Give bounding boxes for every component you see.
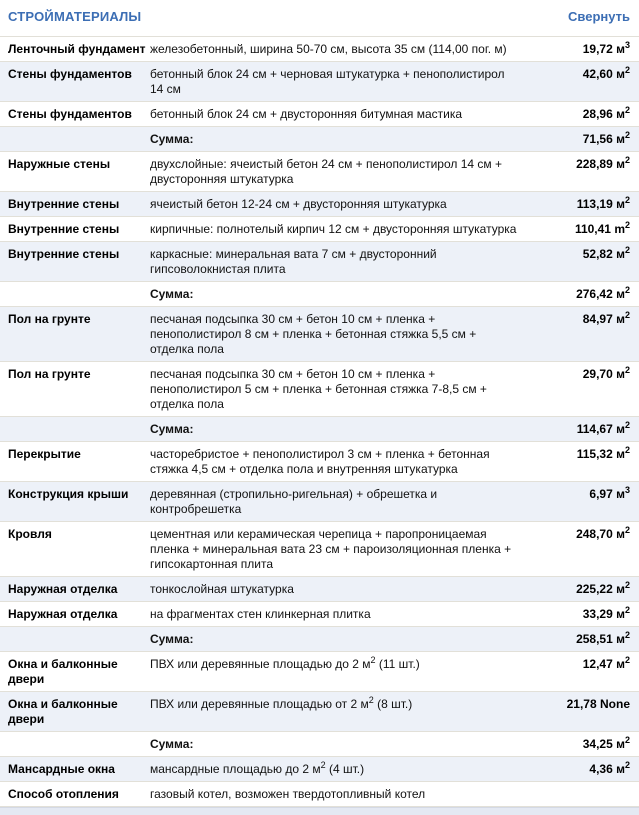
row-description: бетонный блок 24 см + двусторонняя битумная мастика: [150, 102, 534, 127]
table-row: [0, 417, 639, 442]
collapse-link[interactable]: Свернуть: [568, 9, 630, 24]
table-row: [0, 522, 639, 577]
row-value: 34,25 $м^2$: [534, 732, 639, 757]
row-value: 12,47 $м^2$: [534, 652, 639, 692]
table-row: [0, 577, 639, 602]
row-label: Наружные стены: [0, 152, 150, 192]
table-row: [0, 652, 639, 692]
row-label: Перекрытие: [0, 442, 150, 482]
row-description: Сумма:: [150, 732, 534, 757]
row-description: Сумма:: [150, 417, 534, 442]
row-description: ПВХ или деревянные площадью от 2 $м^2$ (8 шт.): [150, 692, 534, 732]
materials-table: [0, 36, 639, 807]
row-label: Внутренние стены: [0, 242, 150, 282]
table-row: [0, 442, 639, 482]
row-value: 276,42 $м^2$: [534, 282, 639, 307]
table-row: [0, 307, 639, 362]
row-value: 258,51 $м^2$: [534, 627, 639, 652]
materials-table-body: [0, 37, 639, 807]
table-row: [0, 127, 639, 152]
next-section-edge: [0, 807, 639, 815]
row-value: 225,22 $м^2$: [534, 577, 639, 602]
row-description: на фрагментах стен клинкерная плитка: [150, 602, 534, 627]
table-row: [0, 152, 639, 192]
table-row: [0, 482, 639, 522]
row-description: песчаная подсыпка 30 см + бетон 10 см + пленка + пенополистирол 8 см + пленка + бетонная стяжка 5,5 см + отделка пола: [150, 307, 534, 362]
table-row: [0, 692, 639, 732]
page-title: СТРОЙМАТЕРИАЛЫ: [8, 9, 142, 24]
row-description: цементная или керамическая черепица + паропроницаемая пленка + минеральная вата 23 см + пароизоляционная пленка + гипсокартонная плита: [150, 522, 534, 577]
row-label: Внутренние стены: [0, 192, 150, 217]
row-description: кирпичные: полнотелый кирпич 12 см + двусторонняя штукатурка: [150, 217, 534, 242]
row-label: Ленточный фундамент: [0, 37, 150, 62]
row-label: Пол на грунте: [0, 362, 150, 417]
row-value: 71,56 $м^2$: [534, 127, 639, 152]
row-label: Мансардные окна: [0, 757, 150, 782]
row-description: Сумма:: [150, 127, 534, 152]
table-row: [0, 102, 639, 127]
row-value: 52,82 $м^2$: [534, 242, 639, 282]
table-row: [0, 37, 639, 62]
row-label: Кровля: [0, 522, 150, 577]
table-row: [0, 242, 639, 282]
row-description: деревянная (стропильно-ригельная) + обрешетка и контробрешетка: [150, 482, 534, 522]
table-row: [0, 282, 639, 307]
row-value: [534, 782, 639, 807]
row-label: Окна и балконные двери: [0, 652, 150, 692]
table-row: [0, 62, 639, 102]
table-row: [0, 757, 639, 782]
row-label: Стены фундаментов: [0, 62, 150, 102]
row-value: 248,70 $м^2$: [534, 522, 639, 577]
row-label: Пол на грунте: [0, 307, 150, 362]
row-value: 84,97 $м^2$: [534, 307, 639, 362]
row-value: 6,97 $м^3$: [534, 482, 639, 522]
table-row: [0, 627, 639, 652]
row-label: [0, 417, 150, 442]
row-description: ПВХ или деревянные площадью до 2 $м^2$ (11 шт.): [150, 652, 534, 692]
table-row: [0, 192, 639, 217]
row-description: мансардные площадью до 2 $м^2$ (4 шт.): [150, 757, 534, 782]
row-label: Способ отопления: [0, 782, 150, 807]
row-value: 115,32 $м^2$: [534, 442, 639, 482]
row-description: бетонный блок 24 см + черновая штукатурка + пенополистирол 14 см: [150, 62, 534, 102]
row-description: каркасные: минеральная вата 7 см + двусторонний гипсоволокнистая плита: [150, 242, 534, 282]
row-value: 113,19 $м^2$: [534, 192, 639, 217]
table-row: [0, 217, 639, 242]
row-value: 110,41 $m^2$: [534, 217, 639, 242]
row-value: 4,36 $м^2$: [534, 757, 639, 782]
table-row: [0, 602, 639, 627]
row-value: 228,89 $м^2$: [534, 152, 639, 192]
row-label: [0, 127, 150, 152]
row-label: Наружная отделка: [0, 577, 150, 602]
table-row: [0, 362, 639, 417]
row-label: Наружная отделка: [0, 602, 150, 627]
table-row: [0, 732, 639, 757]
row-label: Окна и балконные двери: [0, 692, 150, 732]
row-label: Внутренние стены: [0, 217, 150, 242]
row-description: песчаная подсыпка 30 см + бетон 10 см + пленка + пенополистирол 5 см + пленка + бетонная стяжка 7-8,5 см + отделка пола: [150, 362, 534, 417]
row-label: [0, 627, 150, 652]
row-description: ячеистый бетон 12-24 см + двусторонняя штукатурка: [150, 192, 534, 217]
table-row: [0, 782, 639, 807]
row-description: тонкослойная штукатурка: [150, 577, 534, 602]
row-value: 33,29 $м^2$: [534, 602, 639, 627]
row-label: [0, 732, 150, 757]
row-label: Конструкция крыши: [0, 482, 150, 522]
row-description: двухслойные: ячеистый бетон 24 см + пенополистирол 14 см + двусторонняя штукатурка: [150, 152, 534, 192]
row-value: 21,78 None: [534, 692, 639, 732]
row-value: 42,60 $м^2$: [534, 62, 639, 102]
row-value: 29,70 $м^2$: [534, 362, 639, 417]
row-label: [0, 282, 150, 307]
row-value: 114,67 $м^2$: [534, 417, 639, 442]
row-value: 28,96 $м^2$: [534, 102, 639, 127]
row-description: Сумма:: [150, 282, 534, 307]
section-header: [0, 0, 639, 36]
row-value: 19,72 $м^3$: [534, 37, 639, 62]
row-description: газовый котел, возможен твердотопливный котел: [150, 782, 534, 807]
row-description: Сумма:: [150, 627, 534, 652]
row-label: Стены фундаментов: [0, 102, 150, 127]
row-description: железобетонный, ширина 50-70 см, высота 35 см (114,00 пог. м): [150, 37, 534, 62]
row-description: часторебристое + пенополистирол 3 см + пленка + бетонная стяжка 4,5 см + отделка пола и внутренняя штукатурка: [150, 442, 534, 482]
